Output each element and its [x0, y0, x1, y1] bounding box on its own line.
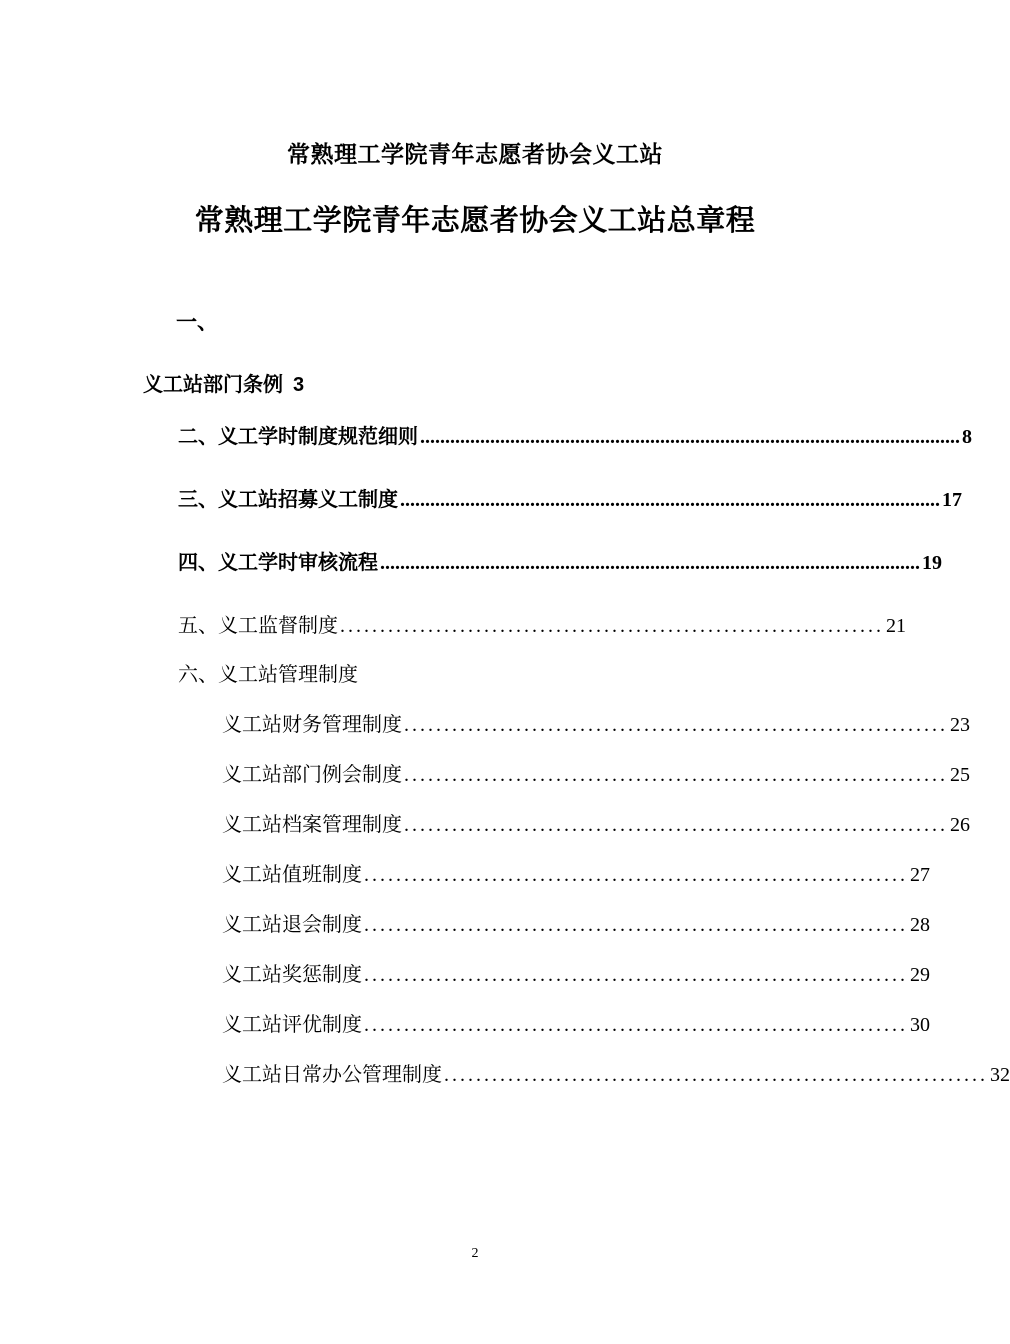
toc-entry-label: 五、义工监督制度 — [178, 613, 338, 637]
toc-entry-page: 8 — [962, 426, 972, 448]
toc-entry-label: 义工站财务管理制度 — [222, 712, 402, 736]
toc-entry[interactable] — [178, 546, 942, 575]
toc-entry-label: 义工站评优制度 — [222, 1012, 362, 1036]
toc-entry[interactable] — [178, 483, 962, 512]
toc-sub-entry[interactable] — [222, 758, 970, 787]
toc-intro-line — [143, 368, 304, 397]
toc-entry-page: 29 — [910, 964, 930, 986]
toc-entry-page: 26 — [950, 814, 970, 836]
toc-entry-page: 27 — [910, 864, 930, 886]
dot-leader: .................................................................... — [404, 714, 948, 736]
toc-entry-label: 四、义工学时审核流程 — [178, 550, 378, 574]
dot-leader: .................................................................... — [340, 615, 884, 637]
toc-entry-label: 义工站退会制度 — [222, 912, 362, 936]
toc-entry-page: 28 — [910, 914, 930, 936]
toc-sub-entry[interactable] — [222, 1008, 930, 1037]
toc-sub-entry[interactable] — [222, 808, 970, 837]
dot-leader: .................................................................... — [364, 1014, 908, 1036]
toc-entry-label: 二、义工学时制度规范细则 — [178, 424, 418, 448]
dot-leader: .................................................................... — [364, 914, 908, 936]
toc-entry-page: 32 — [990, 1064, 1010, 1086]
dot-leader: .................................................................... — [444, 1064, 988, 1086]
dot-leader: ............................................................................................................ — [420, 426, 960, 448]
document-title: 常熟理工学院青年志愿者协会义工站总章程 — [194, 203, 756, 237]
toc-entry-page: 30 — [910, 1014, 930, 1036]
toc-intro-number: 一、 — [176, 309, 218, 334]
dot-leader: .................................................................... — [404, 814, 948, 836]
toc-intro-page: 3 — [293, 374, 305, 396]
toc-sub-entry[interactable] — [222, 958, 930, 987]
toc-section-heading: 六、义工站管理制度 — [178, 662, 358, 686]
toc-entry-page: 17 — [942, 489, 962, 511]
toc-sub-entry[interactable] — [222, 858, 930, 887]
org-title: 常熟理工学院青年志愿者协会义工站 — [287, 141, 663, 168]
dot-leader: ............................................................................................................ — [400, 489, 940, 511]
toc-entry-page: 19 — [922, 552, 942, 574]
toc-entry[interactable] — [178, 420, 972, 449]
toc-entry-label: 义工站档案管理制度 — [222, 812, 402, 836]
toc-entry-page: 23 — [950, 714, 970, 736]
dot-leader: .................................................................... — [364, 964, 908, 986]
toc-entry-label: 三、义工站招募义工制度 — [178, 487, 398, 511]
toc-sub-entry[interactable] — [222, 1058, 1010, 1087]
dot-leader: .................................................................... — [404, 764, 948, 786]
toc-entry-label: 义工站日常办公管理制度 — [222, 1062, 442, 1086]
toc-intro-label: 义工站部门条例 — [143, 372, 283, 396]
toc-entry[interactable] — [178, 609, 906, 638]
toc-entry-label: 义工站奖惩制度 — [222, 962, 362, 986]
dot-leader: .................................................................... — [364, 864, 908, 886]
toc-sub-entry[interactable] — [222, 708, 970, 737]
toc-sub-entry[interactable] — [222, 908, 930, 937]
toc-entry-page: 21 — [886, 615, 906, 637]
toc-entry-label: 义工站值班制度 — [222, 862, 362, 886]
dot-leader: ............................................................................................................ — [380, 552, 920, 574]
page-number: 2 — [471, 1246, 479, 1261]
toc-entry-label: 义工站部门例会制度 — [222, 762, 402, 786]
toc-entry-page: 25 — [950, 764, 970, 786]
